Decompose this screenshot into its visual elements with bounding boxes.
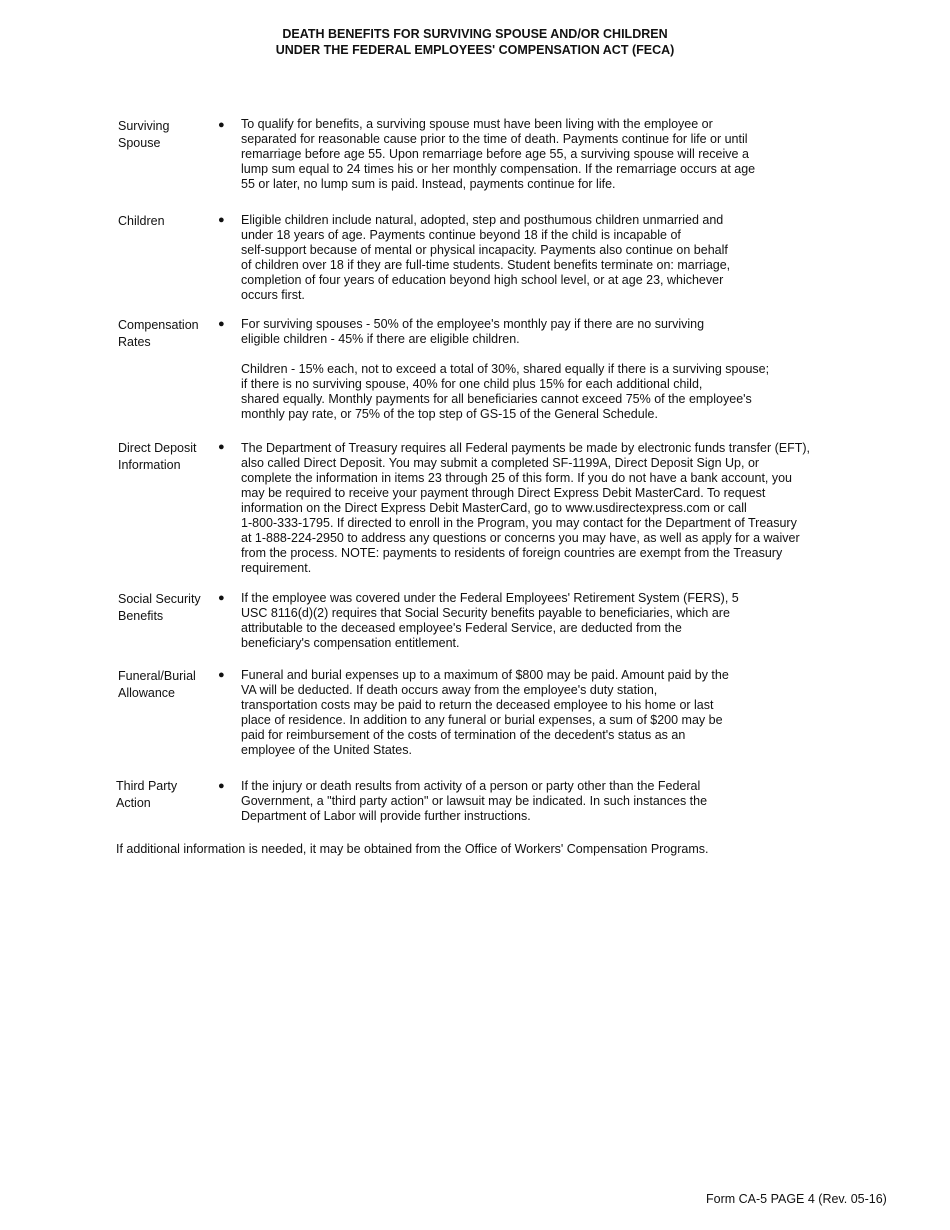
section-label-third-party: Third Party Action (116, 779, 178, 810)
bullet: ● (218, 592, 225, 604)
page-title (0, 27, 950, 58)
bullet: ● (218, 780, 225, 792)
section-text-third-party: If the injury or death results from activity of a person or party other than the Federal Government, a "third party action" or lawsuit may be indicated. In such instances the Department of Labor will provide further instructions. (241, 779, 708, 823)
title-line-2: UNDER THE FEDERAL EMPLOYEES' COMPENSATION ACT (FECA) (275, 42, 675, 57)
form-identifier: Form CA-5 PAGE 4 (Rev. 05-16) (706, 1192, 887, 1206)
bullet: ● (218, 441, 225, 453)
bullet: ● (218, 214, 225, 226)
section-text-surviving-spouse: To qualify for benefits, a surviving spouse must have been living with the employee or separated for reasonable cause prior to the time of death. Payments continue for life or until remarriage before age 55. Upon remarriage before age 55, a surviving spouse will receive a lump sum equal to 24 times his or her monthly compensation. If the remarriage occurs at age 55 or later, no lump sum is paid. Instead, payments continue for life. (241, 117, 756, 191)
section-text-compensation-rates: For surviving spouses - 50% of the employee's monthly pay if there are no surviving eligible children - 45% if there are eligible children. (241, 317, 705, 346)
section-label-surviving-spouse: Surviving Spouse (118, 119, 170, 150)
bullet: ● (218, 669, 225, 681)
section-text-social-security: If the employee was covered under the Federal Employees' Retirement System (FERS), 5 USC 8116(d)(2) requires that Social Security benefits payable to beneficiaries, which are attributable to the deceased employee's Federal Service, are deducted from the beneficiary's compensation entitlement. (241, 591, 739, 650)
section-text-compensation-children: Children - 15% each, not to exceed a total of 30%, shared equally if there is a surviving spouse; if there is no surviving spouse, 40% for one child plus 15% for each additional child, shared equally. Monthly payments for all beneficiaries cannot exceed 75% of the employee's monthly pay rate, or 75% of the top step of GS-15 of the General Schedule. (241, 362, 770, 421)
bullet: ● (218, 318, 225, 330)
section-label-funeral: Funeral/Burial Allowance (118, 669, 196, 700)
section-label-children: Children (118, 214, 165, 228)
title-line-1: DEATH BENEFITS FOR SURVIVING SPOUSE AND/OR CHILDREN (282, 27, 668, 41)
section-label-compensation-rates: Compensation Rates (118, 318, 199, 349)
section-text-funeral: Funeral and burial expenses up to a maximum of $800 may be paid. Amount paid by the VA will be deducted. If death occurs away from the employee's duty station, transportation costs may be paid to return the deceased employee to his home or last place of residence. In addition to any funeral or burial expenses, a sum of $200 may be paid for reimbursement of the costs of termination of the decedent's status as an employee of the United States. (241, 668, 729, 757)
section-text-children: Eligible children include natural, adopted, step and posthumous children unmarried and under 18 years of age. Payments continue beyond 18 if the child is incapable of self-support because of mental or physical incapacity. Payments also continue on behalf of children over 18 if they are full-time students. Student benefits terminate on: marriage, completion of four years of education beyond high school level, or at age 23, whichever occurs first. (241, 213, 731, 302)
bullet: ● (218, 119, 225, 131)
section-label-social-security: Social Security Benefits (118, 592, 201, 623)
additional-info-note: If additional information is needed, it may be obtained from the Office of Workers' Compensation Programs. (116, 842, 709, 856)
section-text-direct-deposit: The Department of Treasury requires all Federal payments be made by electronic funds transfer (EFT), also called Direct Deposit. You may submit a completed SF-1199A, Direct Deposit Sign Up, or complete the information in items 23 through 25 of this form. If you do not have a bank account, you may be required to receive your payment through Direct Express Debit MasterCard. To request information on the Direct Express Debit MasterCard, go to www.usdirectexpress.com or call 1-800-333-1795. If directed to enroll in the Program, you may contact for the Department of Treasury at 1-888-224-2950 to address any questions or concerns you may have, as well as apply for a waiver from the process. NOTE: payments to residents of foreign countries are exempt from the Treasury requirement. (241, 441, 810, 575)
section-label-direct-deposit: Direct Deposit Information (118, 441, 197, 472)
